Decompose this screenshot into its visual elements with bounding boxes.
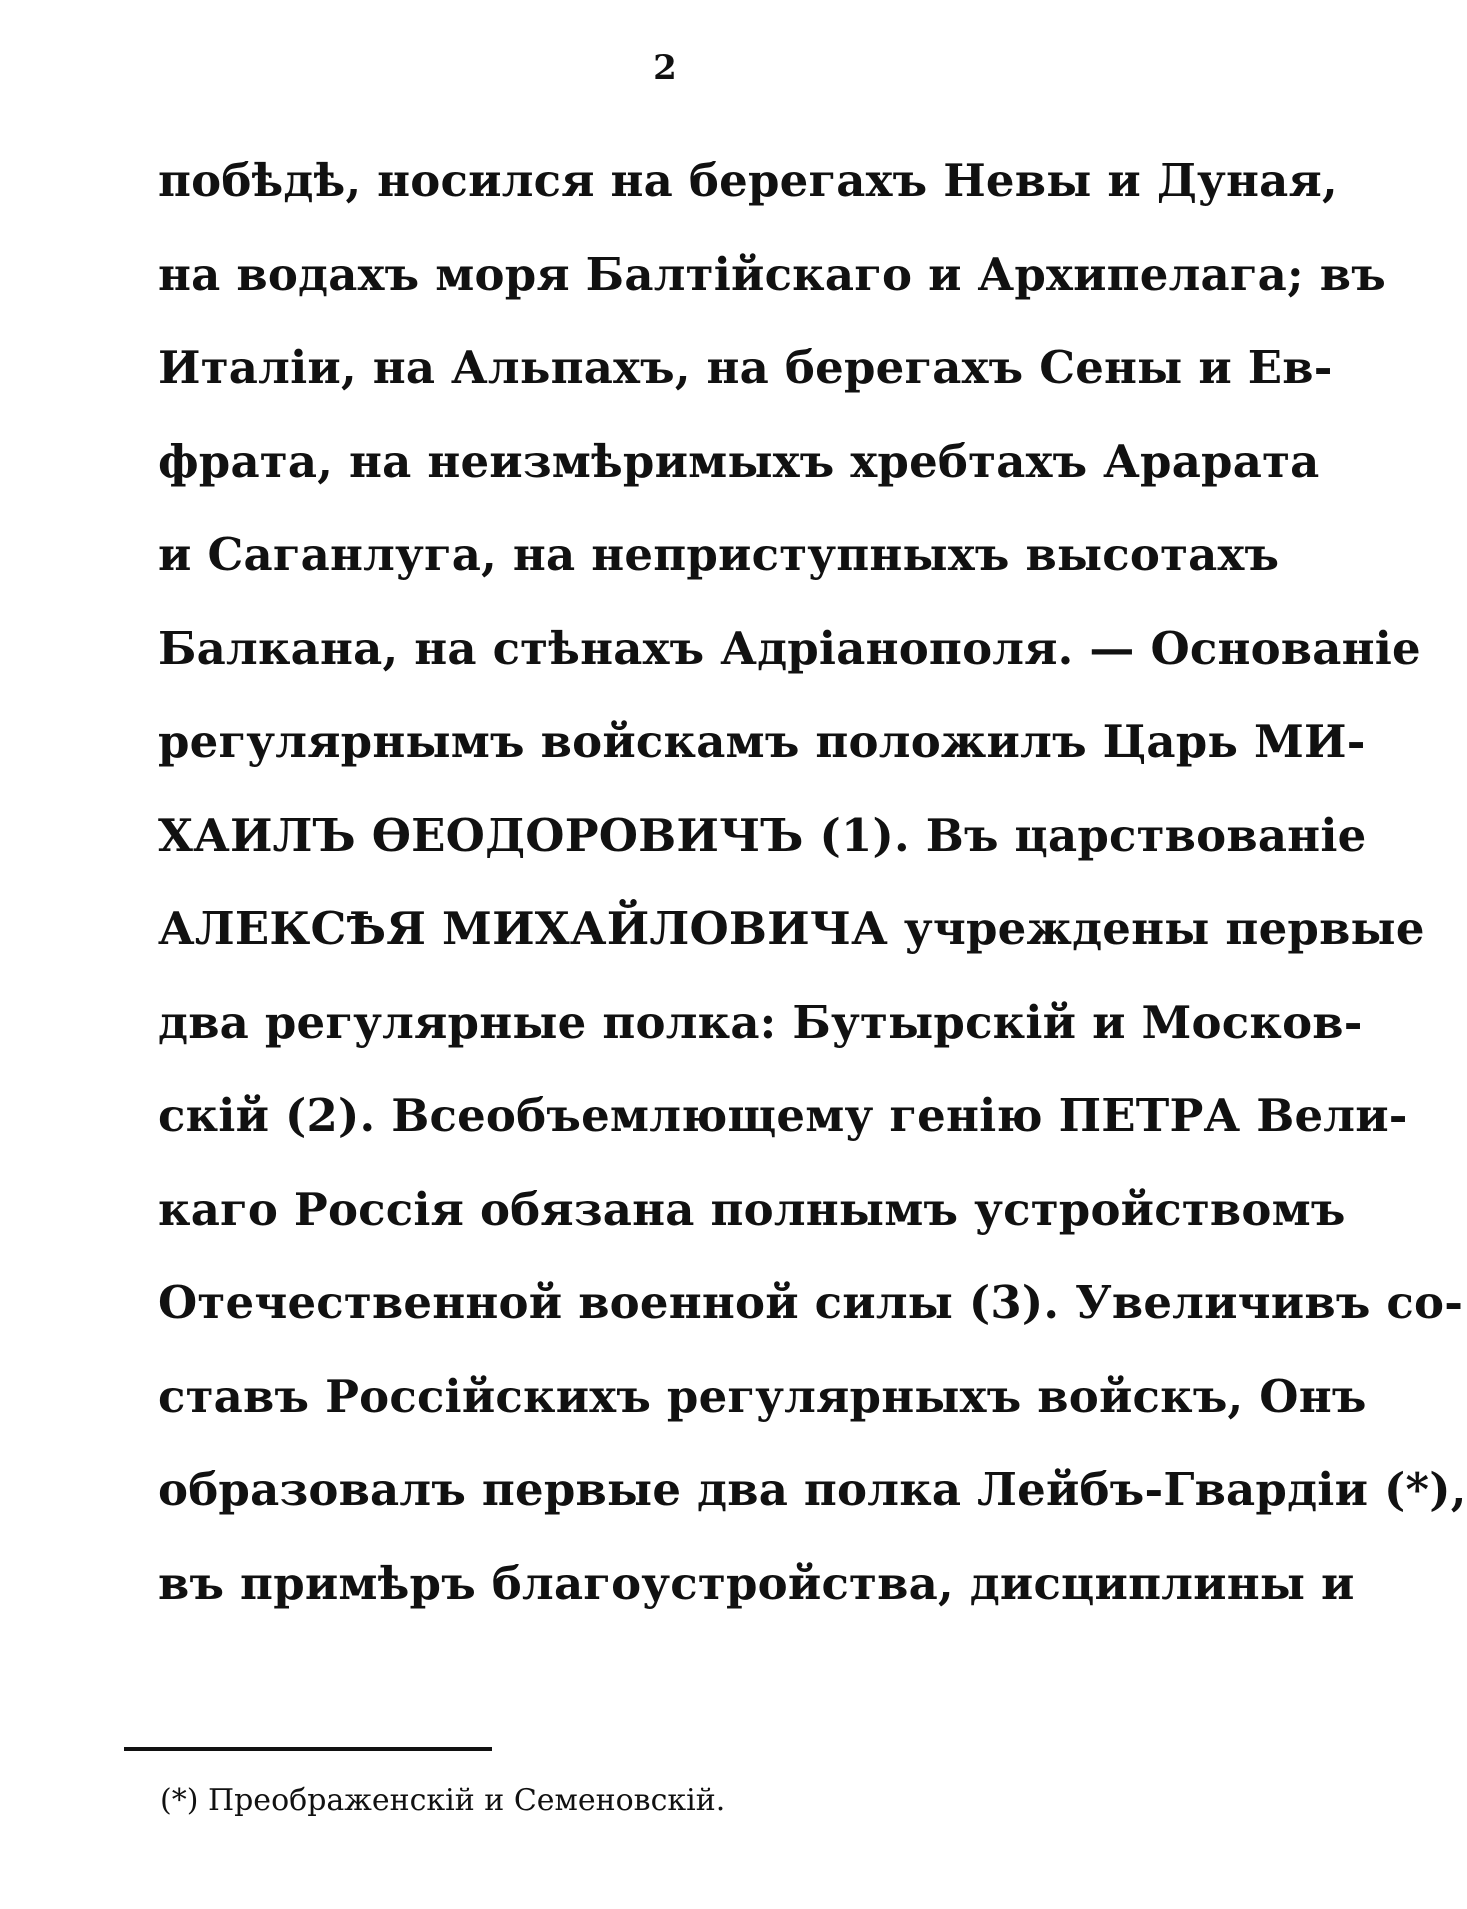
footnote-divider (124, 1747, 492, 1751)
text-line: Отечественной военной силы (3). Увеличивъ со- (158, 1276, 1464, 1329)
text-line: ХАИЛЪ ѲЕОДОРОВИЧЪ (1). Въ царствованіе (158, 808, 1367, 862)
text-line: АЛЕКСѢЯ МИХАЙЛОВИЧА учреждены первые (158, 902, 1425, 955)
text-line: регулярнымъ войскамъ положилъ Царь МИ- (158, 715, 1366, 768)
text-line: въ примѣръ благоустройства, дисциплины и (158, 1556, 1355, 1610)
page-number: 2 (653, 48, 677, 88)
text-line: фрата, на неизмѣримыхъ хребтахъ Арарата (158, 434, 1320, 488)
text-line: ставъ Россійскихъ регулярныхъ войскъ, Онъ (158, 1369, 1367, 1423)
text-line: Италіи, на Альпахъ, на берегахъ Сены и Ев- (158, 341, 1333, 394)
text-line: побѣдѣ, носился на берегахъ Невы и Дуная, (158, 154, 1338, 207)
body-text (158, 148, 1467, 1644)
text-line: два регулярные полка: Бутырскій и Москов- (158, 995, 1363, 1049)
text-line: и Саганлуга, на неприступныхъ высотахъ (158, 528, 1280, 581)
footnote-text: (*) Преображенскій и Семеновскій. (160, 1783, 726, 1818)
text-line: на водахъ моря Балтійскаго и Архипелага; въ (158, 247, 1386, 301)
text-line: каго Россія обязана полнымъ устройствомъ (158, 1182, 1346, 1236)
text-line: образовалъ первые два полка Лейбъ-Гвардіи (*), (158, 1463, 1467, 1516)
text-line: скій (2). Всеобъемлющему генію ПЕТРА Вели- (158, 1089, 1408, 1142)
text-line: Балкана, на стѣнахъ Адріанополя. — Основаніе (158, 621, 1421, 675)
